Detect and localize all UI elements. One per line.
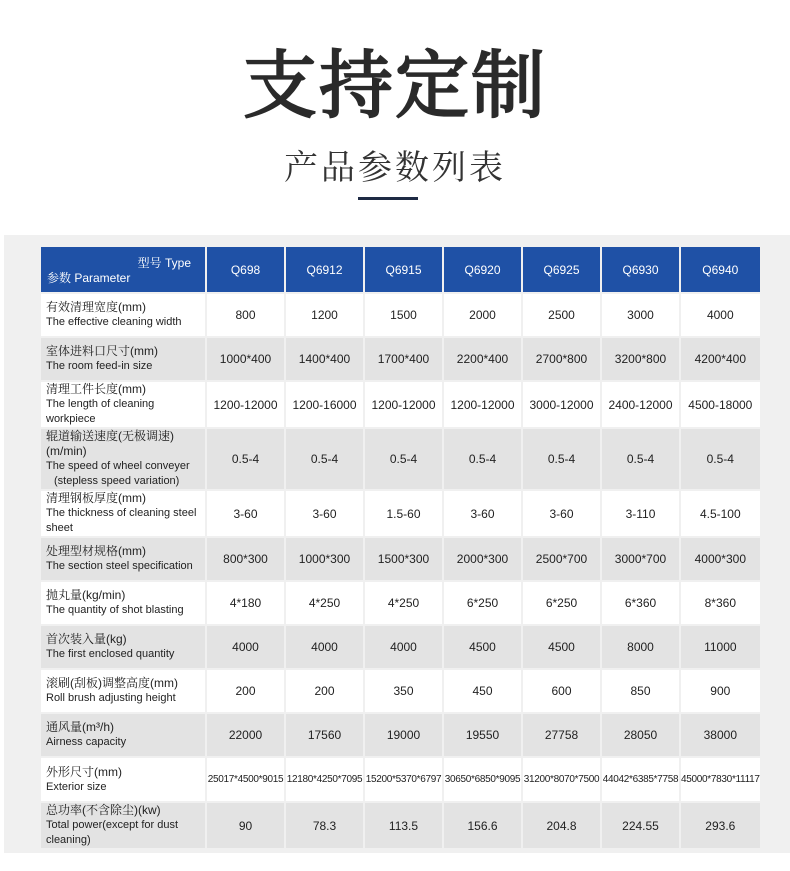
value-cell: 4200*400 <box>681 338 760 380</box>
value-cell: 4.5-100 <box>681 491 760 536</box>
table-row <box>41 626 760 668</box>
parameter-label-cell <box>41 491 205 536</box>
parameter-name-zh: 有效清理宽度(mm) <box>46 300 146 314</box>
parameter-name-en: The speed of wheel conveyer <box>46 460 190 472</box>
value-cell: 2500 <box>523 294 600 336</box>
parameter-name-zh: 滚刷(刮板)调整高度(mm) <box>46 676 178 690</box>
value-cell: 4000 <box>365 626 442 668</box>
table-row <box>41 382 760 427</box>
parameter-name-zh: 清理工件长度(mm) <box>46 382 146 396</box>
table-row <box>41 538 760 580</box>
value-cell: 1400*400 <box>286 338 363 380</box>
value-cell: 900 <box>681 670 760 712</box>
value-cell: 78.3 <box>286 803 363 848</box>
corner-type-label: 型号 Type <box>137 256 191 270</box>
value-cell: 113.5 <box>365 803 442 848</box>
value-cell: 8*360 <box>681 582 760 624</box>
value-cell: 4*250 <box>286 582 363 624</box>
value-cell: 19000 <box>365 714 442 756</box>
parameter-name-en: The section steel specification <box>46 560 193 572</box>
corner-parameter-label: 参数 Parameter <box>47 271 131 285</box>
parameter-name-zh: 外形尺寸(mm) <box>46 764 122 779</box>
value-cell: 3-60 <box>286 491 363 536</box>
value-cell: 4000*300 <box>681 538 760 580</box>
table-row <box>41 758 760 801</box>
table-row <box>41 429 760 489</box>
value-cell: 38000 <box>681 714 760 756</box>
model-header: Q6912 <box>286 247 363 292</box>
value-cell: 0.5-4 <box>602 429 679 489</box>
parameter-name-zh: 通风量(m³/h) <box>46 720 114 734</box>
parameter-panel <box>4 235 790 853</box>
table-row <box>41 803 760 848</box>
title-underline <box>358 197 418 200</box>
value-cell: 0.5-4 <box>365 429 442 489</box>
value-cell: 293.6 <box>681 803 760 848</box>
value-cell: 30650*6850*9095 <box>444 758 521 801</box>
value-cell: 4000 <box>286 626 363 668</box>
value-cell: 4*250 <box>365 582 442 624</box>
parameter-name-en: Airness capacity <box>46 736 127 748</box>
value-cell: 25017*4500*9015 <box>207 758 284 801</box>
value-cell: 204.8 <box>523 803 600 848</box>
value-cell: 800*300 <box>207 538 284 580</box>
table-body <box>41 294 760 848</box>
value-cell: 4000 <box>207 626 284 668</box>
parameter-label-cell <box>41 714 205 756</box>
value-cell: 1200-16000 <box>286 382 363 427</box>
parameter-name-en: The first enclosed quantity <box>46 648 175 660</box>
value-cell: 3-60 <box>444 491 521 536</box>
value-cell: 2400-12000 <box>602 382 679 427</box>
value-cell: 0.5-4 <box>207 429 284 489</box>
value-cell: 3000-12000 <box>523 382 600 427</box>
value-cell: 6*250 <box>523 582 600 624</box>
value-cell: 350 <box>365 670 442 712</box>
value-cell: 1200 <box>286 294 363 336</box>
value-cell: 3-110 <box>602 491 679 536</box>
value-cell: 4*180 <box>207 582 284 624</box>
page-title: 支持定制 <box>243 43 547 129</box>
parameter-label-cell <box>41 803 205 848</box>
value-cell: 1.5-60 <box>365 491 442 536</box>
value-cell: 1200-12000 <box>365 382 442 427</box>
value-cell: 600 <box>523 670 600 712</box>
value-cell: 44042*6385*7758 <box>602 758 679 801</box>
table-row <box>41 714 760 756</box>
table-row <box>41 670 760 712</box>
value-cell: 3-60 <box>207 491 284 536</box>
value-cell: 2200*400 <box>444 338 521 380</box>
bottom-margin <box>0 853 790 871</box>
value-cell: 28050 <box>602 714 679 756</box>
parameter-label-cell <box>41 758 205 801</box>
value-cell: 6*360 <box>602 582 679 624</box>
value-cell: 4500 <box>444 626 521 668</box>
value-cell: 1500 <box>365 294 442 336</box>
parameter-name-en: The quantity of shot blasting <box>46 604 184 616</box>
value-cell: 1700*400 <box>365 338 442 380</box>
value-cell: 800 <box>207 294 284 336</box>
value-cell: 45000*7830*11117 <box>681 758 760 801</box>
value-cell: 1000*300 <box>286 538 363 580</box>
value-cell: 12180*4250*7095 <box>286 758 363 801</box>
value-cell: 31200*8070*7500 <box>523 758 600 801</box>
parameter-label-cell <box>41 382 205 427</box>
parameter-name-zh: 处理型材规格(mm) <box>46 544 146 558</box>
value-cell: 6*250 <box>444 582 521 624</box>
model-header: Q6930 <box>602 247 679 292</box>
value-cell: 90 <box>207 803 284 848</box>
value-cell: 3-60 <box>523 491 600 536</box>
parameter-name-zh: 总功率(不含除尘)(kw) <box>46 803 161 817</box>
parameter-label-cell <box>41 429 205 489</box>
value-cell: 1200-12000 <box>444 382 521 427</box>
value-cell: 2000*300 <box>444 538 521 580</box>
parameter-name-zh: 室体进料口尺寸(mm) <box>46 344 158 358</box>
value-cell: 15200*5370*6797 <box>365 758 442 801</box>
parameter-name-zh: 清理钢板厚度(mm) <box>46 491 146 505</box>
model-header: Q6940 <box>681 247 760 292</box>
parameter-table <box>39 245 762 850</box>
table-corner-cell <box>41 247 205 292</box>
value-cell: 850 <box>602 670 679 712</box>
value-cell: 2500*700 <box>523 538 600 580</box>
parameter-label-cell <box>41 338 205 380</box>
table-row <box>41 582 760 624</box>
parameter-name-en: The room feed-in size <box>46 360 153 372</box>
parameter-label-cell <box>41 582 205 624</box>
value-cell: 27758 <box>523 714 600 756</box>
parameter-name-en-note: (stepless speed variation) <box>54 475 180 487</box>
table-header-row <box>41 247 760 292</box>
value-cell: 4000 <box>681 294 760 336</box>
value-cell: 450 <box>444 670 521 712</box>
table-row <box>41 294 760 336</box>
value-cell: 2000 <box>444 294 521 336</box>
model-header: Q698 <box>207 247 284 292</box>
parameter-label-cell <box>41 294 205 336</box>
table-row <box>41 491 760 536</box>
model-header: Q6925 <box>523 247 600 292</box>
value-cell: 0.5-4 <box>523 429 600 489</box>
value-cell: 8000 <box>602 626 679 668</box>
value-cell: 1000*400 <box>207 338 284 380</box>
parameter-label-cell <box>41 670 205 712</box>
parameter-label-cell <box>41 626 205 668</box>
value-cell: 2700*800 <box>523 338 600 380</box>
parameter-name-zh: 首次装入量(kg) <box>46 632 127 646</box>
parameter-name-en: The effective cleaning width <box>46 316 182 328</box>
value-cell: 1200-12000 <box>207 382 284 427</box>
page-subtitle: 产品参数列表 <box>284 148 506 188</box>
value-cell: 19550 <box>444 714 521 756</box>
parameter-label-cell <box>41 538 205 580</box>
model-header: Q6920 <box>444 247 521 292</box>
value-cell: 3000*700 <box>602 538 679 580</box>
parameter-name-zh: 抛丸量(kg/min) <box>46 588 126 602</box>
value-cell: 11000 <box>681 626 760 668</box>
value-cell: 22000 <box>207 714 284 756</box>
parameter-name-en: Total power(except for dust cleaning) <box>46 819 179 846</box>
value-cell: 1500*300 <box>365 538 442 580</box>
parameter-name-en: The length of cleaning workpiece <box>46 398 155 425</box>
value-cell: 224.55 <box>602 803 679 848</box>
parameter-name-en: The thickness of cleaning steel sheet <box>46 507 197 534</box>
value-cell: 0.5-4 <box>286 429 363 489</box>
page-header <box>0 0 790 232</box>
parameter-name-en: Exterior size <box>46 780 107 793</box>
value-cell: 156.6 <box>444 803 521 848</box>
parameter-name-zh: 辊道输送速度(无极调速)(m/min) <box>46 429 174 458</box>
value-cell: 0.5-4 <box>444 429 521 489</box>
parameter-name-en: Roll brush adjusting height <box>46 692 176 704</box>
value-cell: 4500 <box>523 626 600 668</box>
value-cell: 17560 <box>286 714 363 756</box>
value-cell: 3200*800 <box>602 338 679 380</box>
value-cell: 200 <box>286 670 363 712</box>
value-cell: 0.5-4 <box>681 429 760 489</box>
value-cell: 3000 <box>602 294 679 336</box>
model-header: Q6915 <box>365 247 442 292</box>
table-row <box>41 338 760 380</box>
value-cell: 200 <box>207 670 284 712</box>
value-cell: 4500-18000 <box>681 382 760 427</box>
